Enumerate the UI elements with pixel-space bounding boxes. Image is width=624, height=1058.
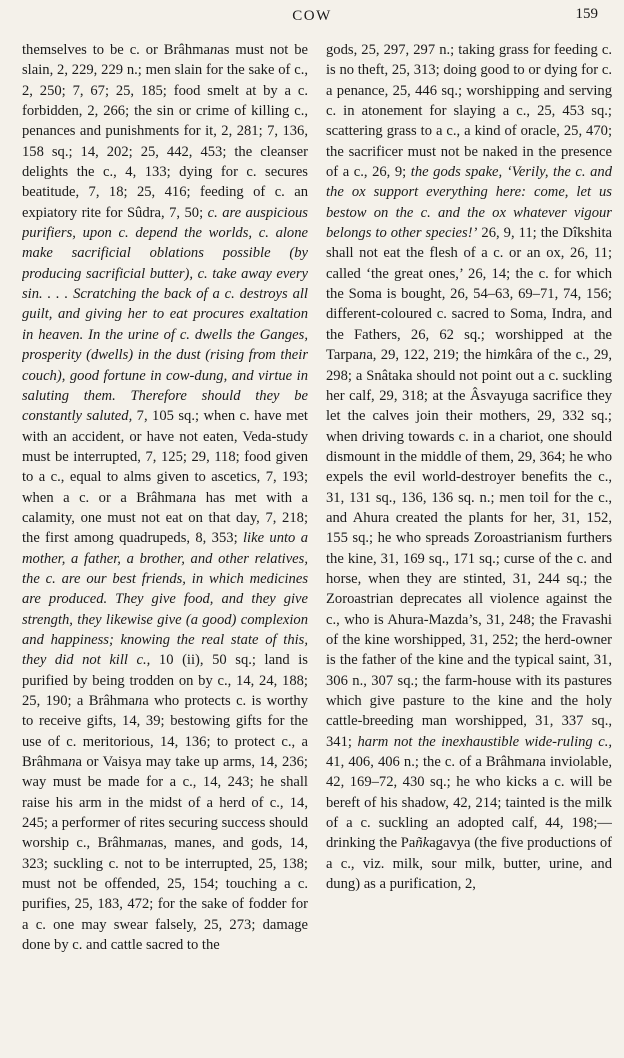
left-column-text (22, 40, 308, 955)
text-run: as must not be slain, 2, 229, 229 n.; men slain for the sake of c., 2, 250; 7, 67; 25, 185; food smelt at by a c. forbidden, 2, 266; the sin or crime of killing c., penances and punishments for it, 2, 281; 7, 136, 158 sq.; 14, 202; 25, 442, 453; the cleanser delights the c., 4, 133; dying for c. secures beatitude, 7, 18; 25, 416; feeding of c. an expiatory rite for Sûdra, 7, 50; (22, 42, 308, 221)
right-column (326, 40, 612, 1054)
italic-text-run: the gods spake, ‘Verily, the c. and the ox support everything here: come, let us bestow on the c. and the ox whatever vigour belongs to other species!’ (326, 164, 612, 242)
italic-text-run: n (182, 489, 190, 506)
italic-text-run: n (532, 754, 540, 771)
italic-text-run: n (134, 693, 143, 709)
italic-text-run: n (68, 754, 76, 771)
index-columns (22, 40, 612, 1054)
text-run: gods, 25, 297, 297 n.; taking grass for feeding c. is no theft, 25, 313; doing good to or dying for c. a penance, 25, 446 sq.; worshipping and serving c. in atonement for slaying a c., 25, 453 sq.; scattering grass to a c., a kind of oracle, 25, 470; the sacrificer must not be naked in the presence of a c., 26, 9; (326, 42, 612, 181)
text-run: 41, 406, 406 n.; the c. of a Brâhma (326, 754, 533, 771)
text-run: 26, 9, 11; the Dîkshita shall not eat the flesh of a c. or an ox, 26, 11; called ‘the great ones,’ 26, 14; the c. for which the Soma is bought, 26, 54–63, 69–71, 74, 156; different-coloured c. sacred to Soma, Indra, and the Fathers, 26, 62 sq.; worshipped at the Tarpa (326, 225, 612, 364)
text-run: themselves to be c. or Brâhma (22, 42, 210, 58)
text-run: 7, 105 sq.; when c. have met with an accident, or have not eaten, Veda-study must be interrupted, 7, 125; 29, 118; food given to a c., equal to alms given to ascetics, 7, 193; when a c. or a Brâhma (22, 408, 308, 506)
italic-text-run: ñk (415, 835, 430, 852)
text-run: as, manes, and gods, 14, 323; suckling c. not to be interrupted, 25, 138; must not be offended, 25, 154; touching a c. purifies, 25, 183, 472; for the sake of fodder for a c. one may swear falsely, 25, 273; damage done by c. and cattle sacred to the (22, 835, 308, 954)
italic-text-run: n (359, 347, 367, 364)
italic-text-run: m (497, 347, 508, 364)
running-head: COW (292, 8, 332, 24)
italic-text-run: n (143, 835, 152, 852)
left-column (22, 40, 308, 1054)
text-run: 10 (ii), 50 sq.; land is purified by being trodden on by c., 14, 24, 188; 25, 190; a Brâhma (22, 652, 308, 709)
text-run: agavya (the five productions of a c., viz. milk, sour milk, butter, urine, and dung) as a purification, 2, (326, 835, 612, 893)
page-header (0, 4, 624, 28)
text-run: kâra of the c., 29, 298; a Snâtaka should not point out a c. suckling her calf, 29, 318; at the Âsvayuga sacrifice they let the calves join their mothers, 29, 332 sq.; when driving towards c. in a chariot, one should dismount in the middle of them, 29, 364; he who expels the evil world-destroyer benefits the c., 31, 131 sq., 136, 136 sq. n.; men toil for the c., and Ahura created the plants for her, 31, 152, 155 sq.; he who spreads Zoroastrianism furthers the kine, 31, 169 sq., 171 sq.; curse of the c. and horse, when they are stinted, 31, 244 sq.; the Zoroastrian deprecates all violence against the c., who is Ahura-Mazda’s, 31, 248; the Fravashi of the kine worshipped, 31, 252; the herd-owner is the father of the kine and the typical saint, 31, 306 n., 307 sq.; the farm-house with its pastures which give pasture to the kine and the holy cattle-breeding man worshipped, 31, 337 sq., 341; (326, 347, 612, 750)
text-run: a inviolable, 42, 169–72, 430 sq.; he who kicks a c. will be bereft of his shadow, 42, 214; tainted is the milk of a c. suckling an adopted calf, 44, 198;—drinking the Pa (326, 754, 612, 852)
page-number: 159 (575, 6, 598, 22)
italic-text-run: c. are auspicious purifiers, upon c. depend the worlds, c. alone make sacrificial oblations possible (by producing sacrificial butter), c. take away every sin. . . . Scratching the back of a c. destroys all guilt, and giving her to eat procures exaltation in heaven. In the urine of c. dwells the Ganges, prosperity (dwells) in the dust (rising from their couch), good fortune in cow-dung, and virtue in saluting them. Therefore should they be constantly saluted, (22, 204, 308, 425)
right-column-text (326, 40, 612, 894)
text-run: a, 29, 122, 219; the hi (366, 347, 497, 364)
italic-text-run: harm not the inexhaustible wide-ruling c., (357, 733, 612, 750)
italic-text-run: n (210, 42, 218, 58)
italic-text-run: like unto a mother, a father, a brother, and other relatives, the c. are our best friends, in which medicines are produced. They give food, and they give strength, they likewise give (a good) complexion and happiness; knowing the real state of this, they did not kill c., (22, 530, 308, 669)
text-run: a who protects c. is worthy to receive gifts, 14, 39; bestowing gifts for the use of c. meritorious, 14, 136; to protect c., a Brâhma (22, 693, 308, 771)
text-run: a or Vaisya may take up arms, 14, 236; way must be made for a c., 14, 243; he shall raise his arm in the midst of a herd of c., 14, 245; a performer of rites securing success should worship c., Brâhma (22, 754, 308, 852)
text-run: a has met with a calamity, one must not eat on that day, 7, 218; the first among quadrupeds, 8, 353; (22, 489, 308, 547)
